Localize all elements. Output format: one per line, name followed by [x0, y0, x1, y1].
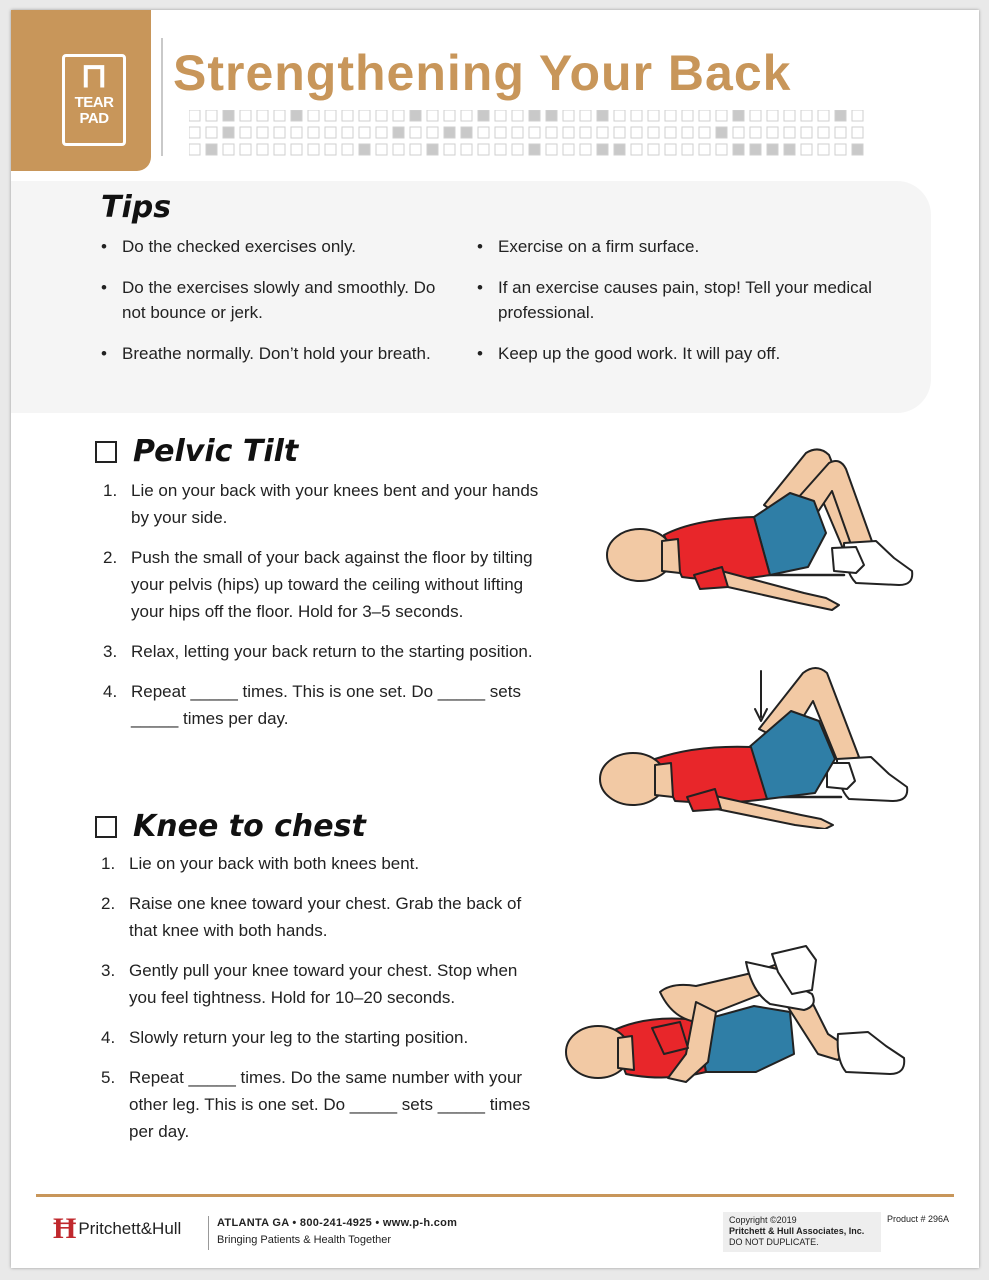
- step-number: 3.: [103, 642, 118, 661]
- step-text: Repeat _____ times. This is one set. Do _____ sets _____ times per day.: [131, 682, 521, 728]
- step-text: Relax, letting your back return to the starting position.: [131, 642, 533, 661]
- tip-item: • If an exercise causes pain, stop! Tell your medical professional.: [477, 275, 877, 325]
- copyright-owner: Pritchett & Hull Associates, Inc.: [729, 1226, 865, 1236]
- step-number: 5.: [101, 1068, 116, 1087]
- step-number: 1.: [103, 481, 118, 500]
- tip-item: • Keep up the good work. It will pay off.: [477, 341, 877, 366]
- pelvic-tilt-start-illustration: [594, 443, 924, 613]
- ph-logo-icon: Ħ: [53, 1212, 77, 1245]
- tips-left-list: [101, 234, 451, 382]
- contact-info: ATLANTA GA • 800-241-4925 • www.p-h.com: [217, 1217, 458, 1229]
- company-name: Pritchett&Hull: [78, 1219, 182, 1238]
- product-number: Product # 296A: [887, 1214, 950, 1224]
- tip-item: • Do the checked exercises only.: [101, 234, 451, 259]
- step-number: 4.: [101, 1028, 116, 1047]
- knee-to-chest-header: [95, 809, 366, 844]
- logo-text-tear: TEAR: [74, 94, 114, 111]
- pritchett-hull-logo: [53, 1214, 181, 1244]
- copyright-line: Copyright ©2019: [729, 1215, 797, 1225]
- decorative-dot-pattern: [189, 110, 869, 158]
- footer-divider: [208, 1216, 209, 1250]
- page-title: Strengthening Your Back: [173, 45, 792, 101]
- step-number: 2.: [103, 548, 118, 567]
- step-item: [101, 1064, 541, 1145]
- copyright-box: [723, 1212, 881, 1252]
- step-item: [101, 957, 541, 1011]
- step-item: [103, 477, 543, 531]
- step-number: 3.: [101, 961, 116, 980]
- step-number: 4.: [103, 682, 118, 701]
- header-divider: [161, 38, 163, 156]
- tagline: Bringing Patients & Health Together: [217, 1234, 392, 1246]
- step-text: Raise one knee toward your chest. Grab the back of that knee with both hands.: [129, 894, 522, 940]
- step-text: Lie on your back with both knees bent.: [129, 854, 420, 873]
- footer-rule: [36, 1194, 954, 1197]
- step-text: Push the small of your back against the floor by tilting your pelvis (hips) up toward the ceiling without lifting your hips off the floor. Hold for 3–5 seconds.: [131, 548, 533, 621]
- pelvic-tilt-checkbox[interactable]: [95, 441, 117, 463]
- tip-item: • Do the exercises slowly and smoothly. Do not bounce or jerk.: [101, 275, 451, 325]
- tear-pad-logo-icon: ⊓ TEAR PAD: [62, 54, 126, 146]
- step-text: Slowly return your leg to the starting position.: [129, 1028, 469, 1047]
- tips-right-list: [477, 234, 877, 382]
- step-number: 1.: [101, 854, 116, 873]
- knee-to-chest-steps: [101, 850, 541, 1158]
- knee-to-chest-illustration: [556, 942, 926, 1092]
- pelvic-tilt-steps: [103, 477, 543, 745]
- tear-pad-logo: [11, 10, 151, 171]
- knee-to-chest-title: Knee to chest: [133, 809, 366, 844]
- tips-title: Tips: [101, 190, 172, 225]
- knee-to-chest-checkbox[interactable]: [95, 816, 117, 838]
- step-text: Lie on your back with your knees bent and your hands by your side.: [131, 481, 539, 527]
- pelvic-tilt-header: [95, 434, 298, 469]
- step-text: Repeat _____ times. Do the same number with your other leg. This is one set. Do _____ sets _____ times per day.: [129, 1068, 531, 1141]
- handout-sheet: [11, 10, 979, 1268]
- pelvic-tilt-press-illustration: [591, 659, 921, 829]
- step-item: [103, 678, 543, 732]
- copyright-notice: DO NOT DUPLICATE.: [729, 1237, 819, 1247]
- logo-text-pad: PAD: [79, 110, 109, 127]
- tip-item: • Exercise on a firm surface.: [477, 234, 877, 259]
- step-text: Gently pull your knee toward your chest. Stop when you feel tightness. Hold for 10–20 seconds.: [129, 961, 518, 1007]
- step-item: [103, 638, 543, 665]
- step-number: 2.: [101, 894, 116, 913]
- pelvic-tilt-title: Pelvic Tilt: [133, 434, 299, 469]
- step-item: [101, 1024, 541, 1051]
- tip-item: • Breathe normally. Don’t hold your breath.: [101, 341, 451, 366]
- step-item: [103, 544, 543, 625]
- step-item: [101, 890, 541, 944]
- step-item: [101, 850, 541, 877]
